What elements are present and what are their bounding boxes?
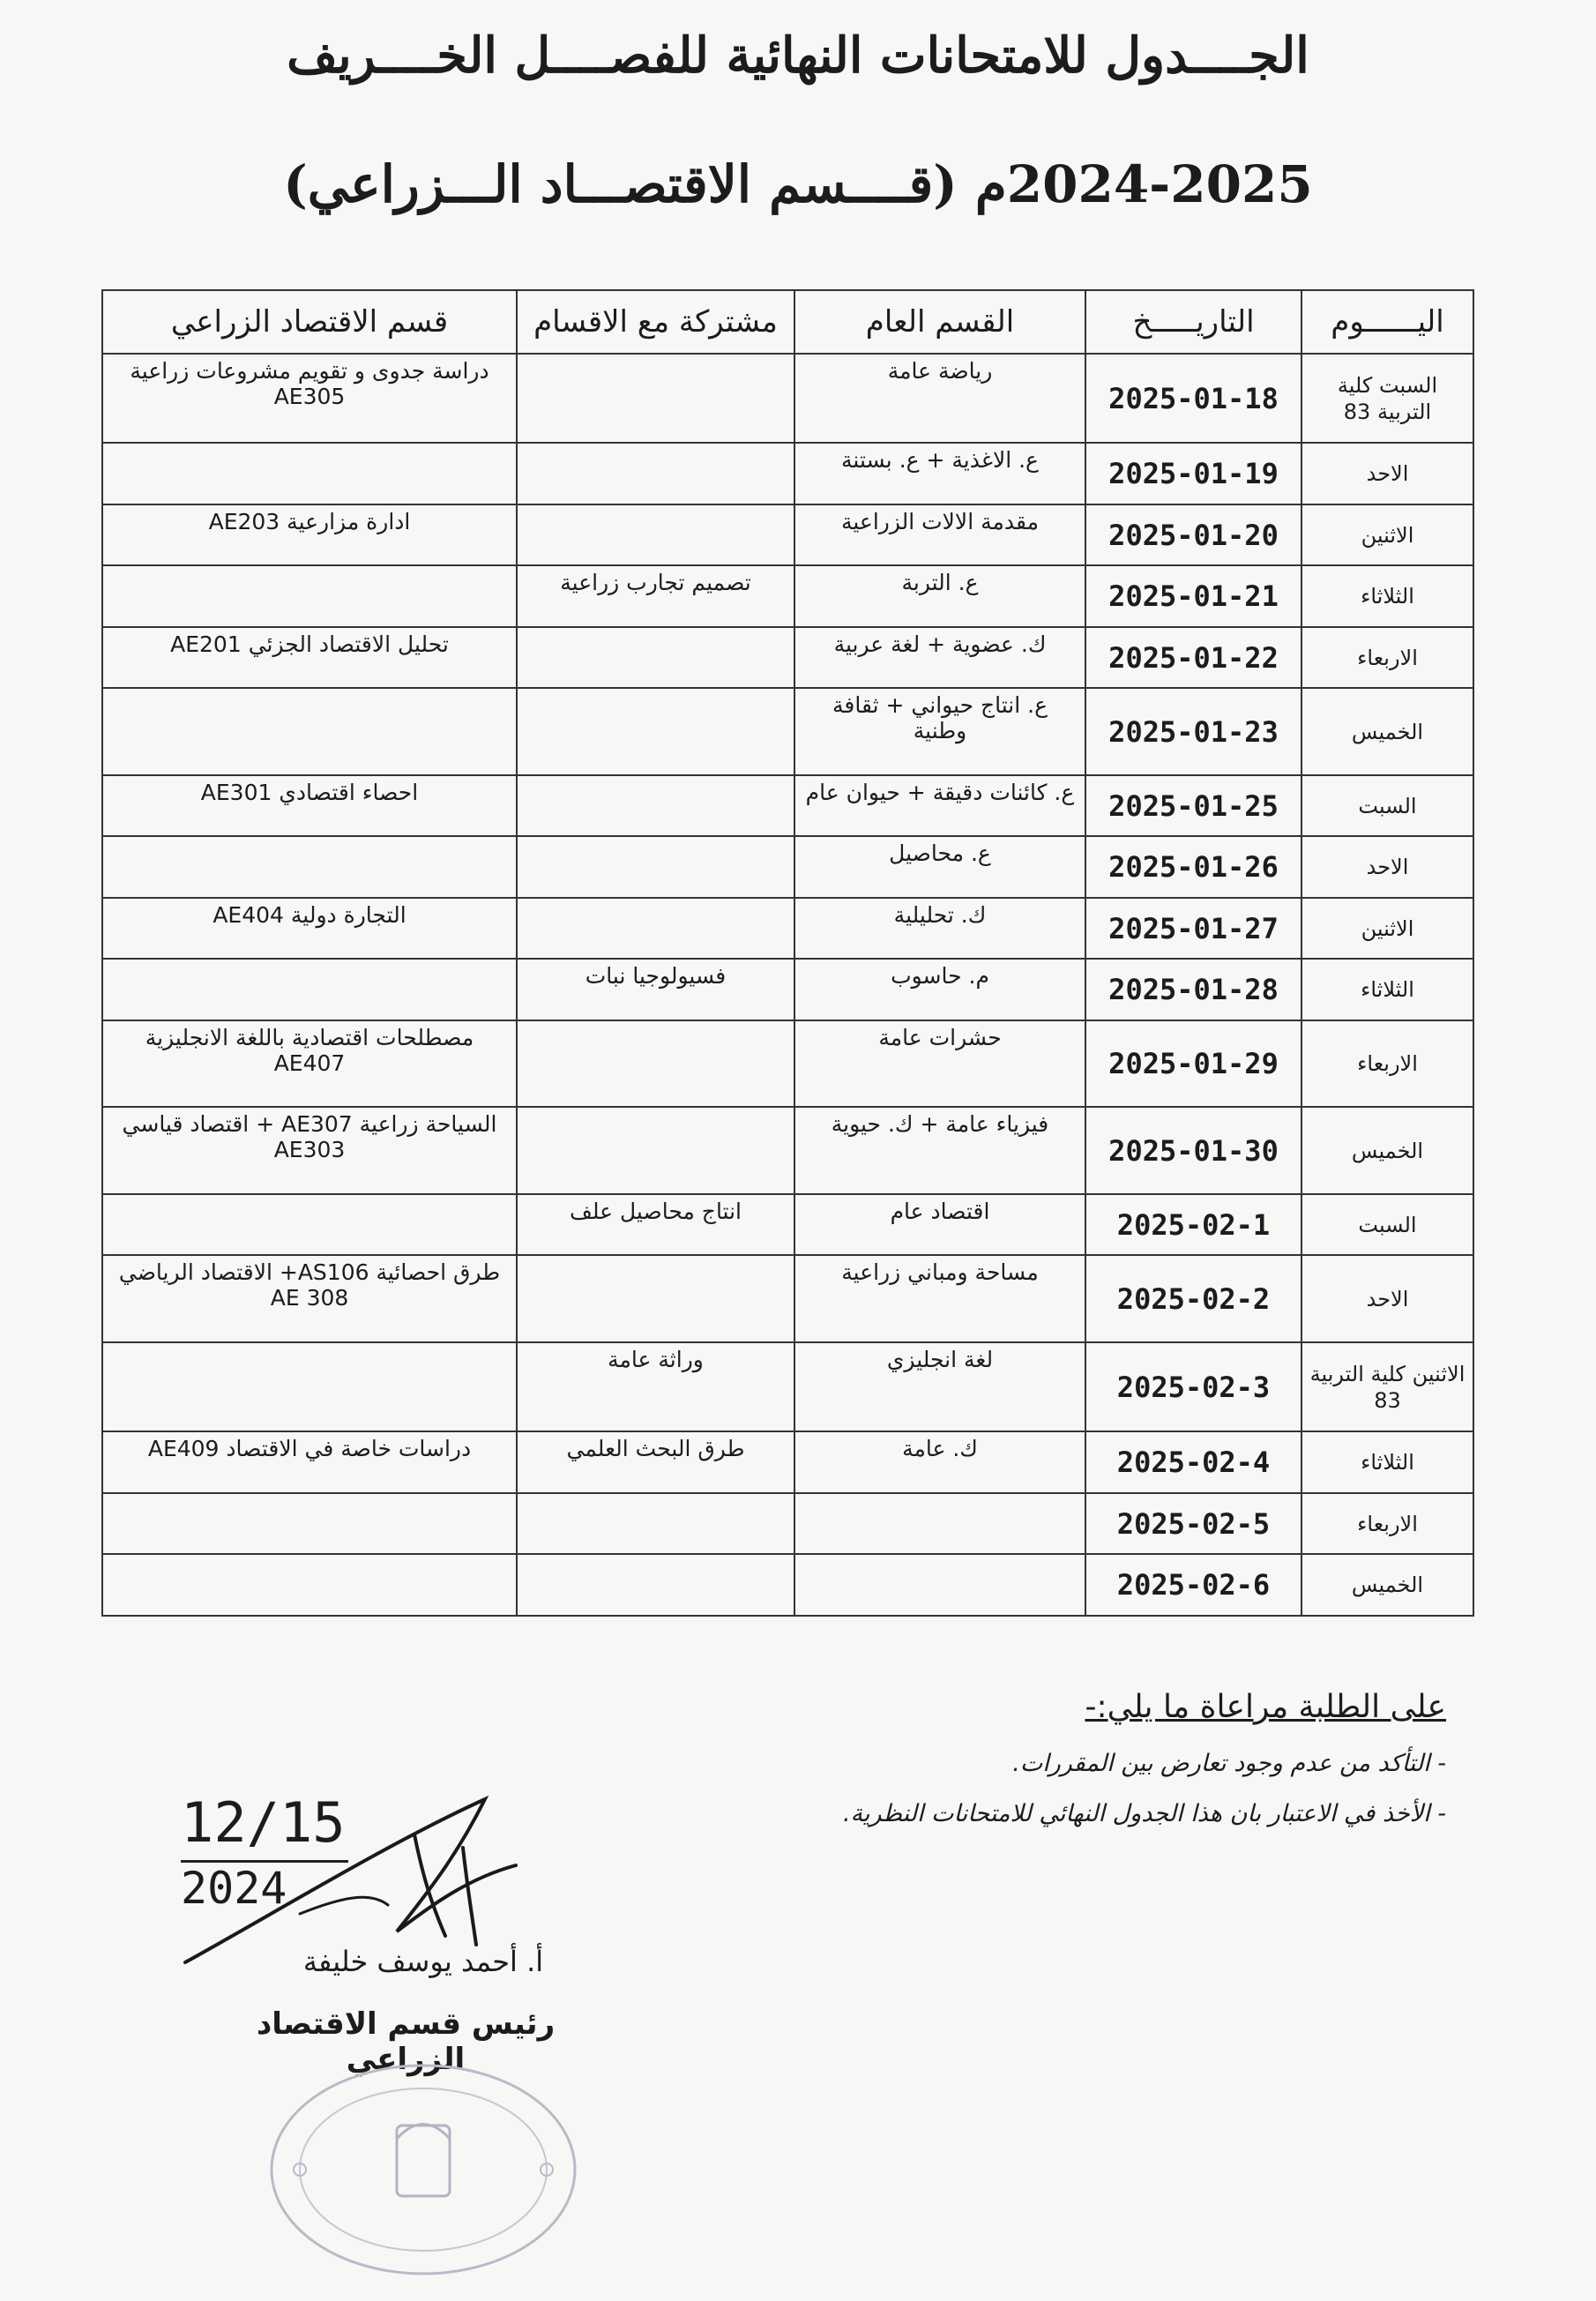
header-shared: مشتركة مع الاقسام	[517, 290, 794, 354]
table-row	[102, 688, 1473, 774]
cell-shared	[517, 898, 794, 960]
table-row	[102, 1342, 1473, 1431]
table-row	[102, 1194, 1473, 1256]
cell-date: 2025-01-21	[1085, 565, 1301, 627]
table-row	[102, 1554, 1473, 1616]
header-general-dept: القسم العام	[794, 290, 1085, 354]
cell-date: 2025-01-26	[1085, 836, 1301, 898]
cell-shared	[517, 1107, 794, 1193]
table-row	[102, 1020, 1473, 1107]
cell-shared	[517, 1020, 794, 1107]
cell-day: الاحد	[1301, 836, 1473, 898]
cell-dept: دراسة جدوى و تقويم مشروعات زراعية AE305	[102, 354, 517, 443]
cell-dept: ادارة مزارعية AE203	[102, 504, 517, 566]
cell-day: الخميس	[1301, 1107, 1473, 1193]
cell-general: ع. محاصيل	[794, 836, 1085, 898]
cell-dept	[102, 1554, 517, 1616]
table-row	[102, 565, 1473, 627]
cell-day: الاحد	[1301, 1255, 1473, 1341]
cell-dept	[102, 959, 517, 1020]
signature-date-day: 12/15	[181, 1790, 346, 1855]
cell-date: 2025-01-25	[1085, 775, 1301, 837]
cell-date: 2025-01-19	[1085, 443, 1301, 504]
cell-date: 2025-02-6	[1085, 1554, 1301, 1616]
table-row	[102, 504, 1473, 566]
cell-dept: السياحة زراعية AE307 + اقتصاد قياسي AE303	[102, 1107, 517, 1193]
cell-date: 2025-01-27	[1085, 898, 1301, 960]
cell-dept	[102, 1493, 517, 1555]
signature-date-year: 2024	[181, 1860, 348, 1914]
cell-general: ع. كائنات دقيقة + حيوان عام	[794, 775, 1085, 837]
cell-day: الثلاثاء	[1301, 1431, 1473, 1493]
cell-date: 2025-01-30	[1085, 1107, 1301, 1193]
cell-general: ك. تحليلية	[794, 898, 1085, 960]
cell-day: الخميس	[1301, 688, 1473, 774]
cell-shared: انتاج محاصيل علف	[517, 1194, 794, 1256]
cell-shared	[517, 1255, 794, 1341]
cell-date: 2025-01-23	[1085, 688, 1301, 774]
cell-date: 2025-01-20	[1085, 504, 1301, 566]
note-item: - التأكد من عدم وجود تعارض بين المقررات.	[1012, 1750, 1446, 1777]
header-date: التاريـــــخ	[1085, 290, 1301, 354]
cell-general: مساحة ومباني زراعية	[794, 1255, 1085, 1341]
cell-date: 2025-01-28	[1085, 959, 1301, 1020]
cell-shared	[517, 688, 794, 774]
cell-shared: طرق البحث العلمي	[517, 1431, 794, 1493]
cell-day: الاثنين	[1301, 504, 1473, 566]
cell-dept: احصاء اقتصادي AE301	[102, 775, 517, 837]
cell-dept	[102, 1342, 517, 1431]
cell-general	[794, 1493, 1085, 1555]
exam-schedule-table	[101, 289, 1474, 1617]
signer-role: رئيس قسم الاقتصاد الزراعي	[256, 2006, 556, 2077]
cell-general: ع. انتاج حيواني + ثقافة وطنية	[794, 688, 1085, 774]
official-stamp-icon	[265, 2055, 582, 2284]
cell-shared	[517, 836, 794, 898]
header-day: اليــــــوم	[1301, 290, 1473, 354]
cell-dept: تحليل الاقتصاد الجزئي AE201	[102, 627, 517, 689]
cell-general: لغة انجليزي	[794, 1342, 1085, 1431]
cell-day: الاثنين	[1301, 898, 1473, 960]
cell-shared	[517, 1554, 794, 1616]
cell-date: 2025-02-4	[1085, 1431, 1301, 1493]
cell-date: 2025-01-29	[1085, 1020, 1301, 1107]
cell-dept	[102, 688, 517, 774]
cell-date: 2025-02-3	[1085, 1342, 1301, 1431]
note-item: - الأخذ في الاعتبار بان هذا الجدول النهائي للامتحانات النظرية.	[842, 1800, 1446, 1827]
table-row	[102, 1431, 1473, 1493]
cell-general: فيزياء عامة + ك. حيوية	[794, 1107, 1085, 1193]
table-row	[102, 1255, 1473, 1341]
cell-general: م. حاسوب	[794, 959, 1085, 1020]
header-agri-econ-dept: قسم الاقتصاد الزراعي	[102, 290, 517, 354]
cell-general: مقدمة الالات الزراعية	[794, 504, 1085, 566]
cell-general: ع. التربة	[794, 565, 1085, 627]
cell-dept: مصطلحات اقتصادية باللغة الانجليزية AE407	[102, 1020, 517, 1107]
table-row	[102, 1107, 1473, 1193]
cell-dept: التجارة دولية AE404	[102, 898, 517, 960]
table-row	[102, 898, 1473, 960]
cell-day: الثلاثاء	[1301, 565, 1473, 627]
table-row	[102, 959, 1473, 1020]
table-row	[102, 1493, 1473, 1555]
table-header-row	[102, 290, 1473, 354]
cell-general: ك. عضوية + لغة عربية	[794, 627, 1085, 689]
cell-day: السبت	[1301, 775, 1473, 837]
cell-shared	[517, 354, 794, 443]
cell-day: الاربعاء	[1301, 627, 1473, 689]
cell-date: 2025-02-1	[1085, 1194, 1301, 1256]
cell-dept: دراسات خاصة في الاقتصاد AE409	[102, 1431, 517, 1493]
cell-dept	[102, 443, 517, 504]
cell-shared	[517, 504, 794, 566]
cell-day: السبت كلية التربية 83	[1301, 354, 1473, 443]
table-row	[102, 443, 1473, 504]
cell-general: حشرات عامة	[794, 1020, 1085, 1107]
cell-shared	[517, 1493, 794, 1555]
cell-dept	[102, 836, 517, 898]
notes-title: على الطلبة مراعاة ما يلي:-	[1085, 1689, 1446, 1725]
table-row	[102, 627, 1473, 689]
cell-shared	[517, 627, 794, 689]
cell-general: ك. عامة	[794, 1431, 1085, 1493]
cell-date: 2025-01-18	[1085, 354, 1301, 443]
cell-shared: وراثة عامة	[517, 1342, 794, 1431]
cell-general: ع. الاغذية + ع. بستنة	[794, 443, 1085, 504]
cell-day: السبت	[1301, 1194, 1473, 1256]
cell-dept: طرق احصائية AS106+ الاقتصاد الرياضي AE 308	[102, 1255, 517, 1341]
cell-general: رياضة عامة	[794, 354, 1085, 443]
cell-shared	[517, 443, 794, 504]
page-subtitle: 2024-2025م (قــــسم الاقتصـــاد الـــزراعي)	[283, 154, 1313, 214]
cell-shared: فسيولوجيا نبات	[517, 959, 794, 1020]
signer-name: أ. أحمد يوسف خليفة	[302, 1945, 544, 1978]
cell-dept	[102, 565, 517, 627]
table-row	[102, 836, 1473, 898]
cell-day: الاربعاء	[1301, 1493, 1473, 1555]
page-title: الجــــدول للامتحانات النهائية للفصــــل الخــــريف	[287, 26, 1309, 85]
cell-shared: تصميم تجارب زراعية	[517, 565, 794, 627]
cell-general: اقتصاد عام	[794, 1194, 1085, 1256]
cell-day: الاربعاء	[1301, 1020, 1473, 1107]
notes-section	[653, 1689, 1446, 1850]
cell-day: الخميس	[1301, 1554, 1473, 1616]
cell-date: 2025-02-5	[1085, 1493, 1301, 1555]
cell-date: 2025-02-2	[1085, 1255, 1301, 1341]
table-row	[102, 775, 1473, 837]
cell-day: الاثنين كلية التربية 83	[1301, 1342, 1473, 1431]
table-row	[102, 354, 1473, 443]
cell-day: الاحد	[1301, 443, 1473, 504]
cell-general	[794, 1554, 1085, 1616]
cell-date: 2025-01-22	[1085, 627, 1301, 689]
cell-shared	[517, 775, 794, 837]
cell-dept	[102, 1194, 517, 1256]
cell-day: الثلاثاء	[1301, 959, 1473, 1020]
